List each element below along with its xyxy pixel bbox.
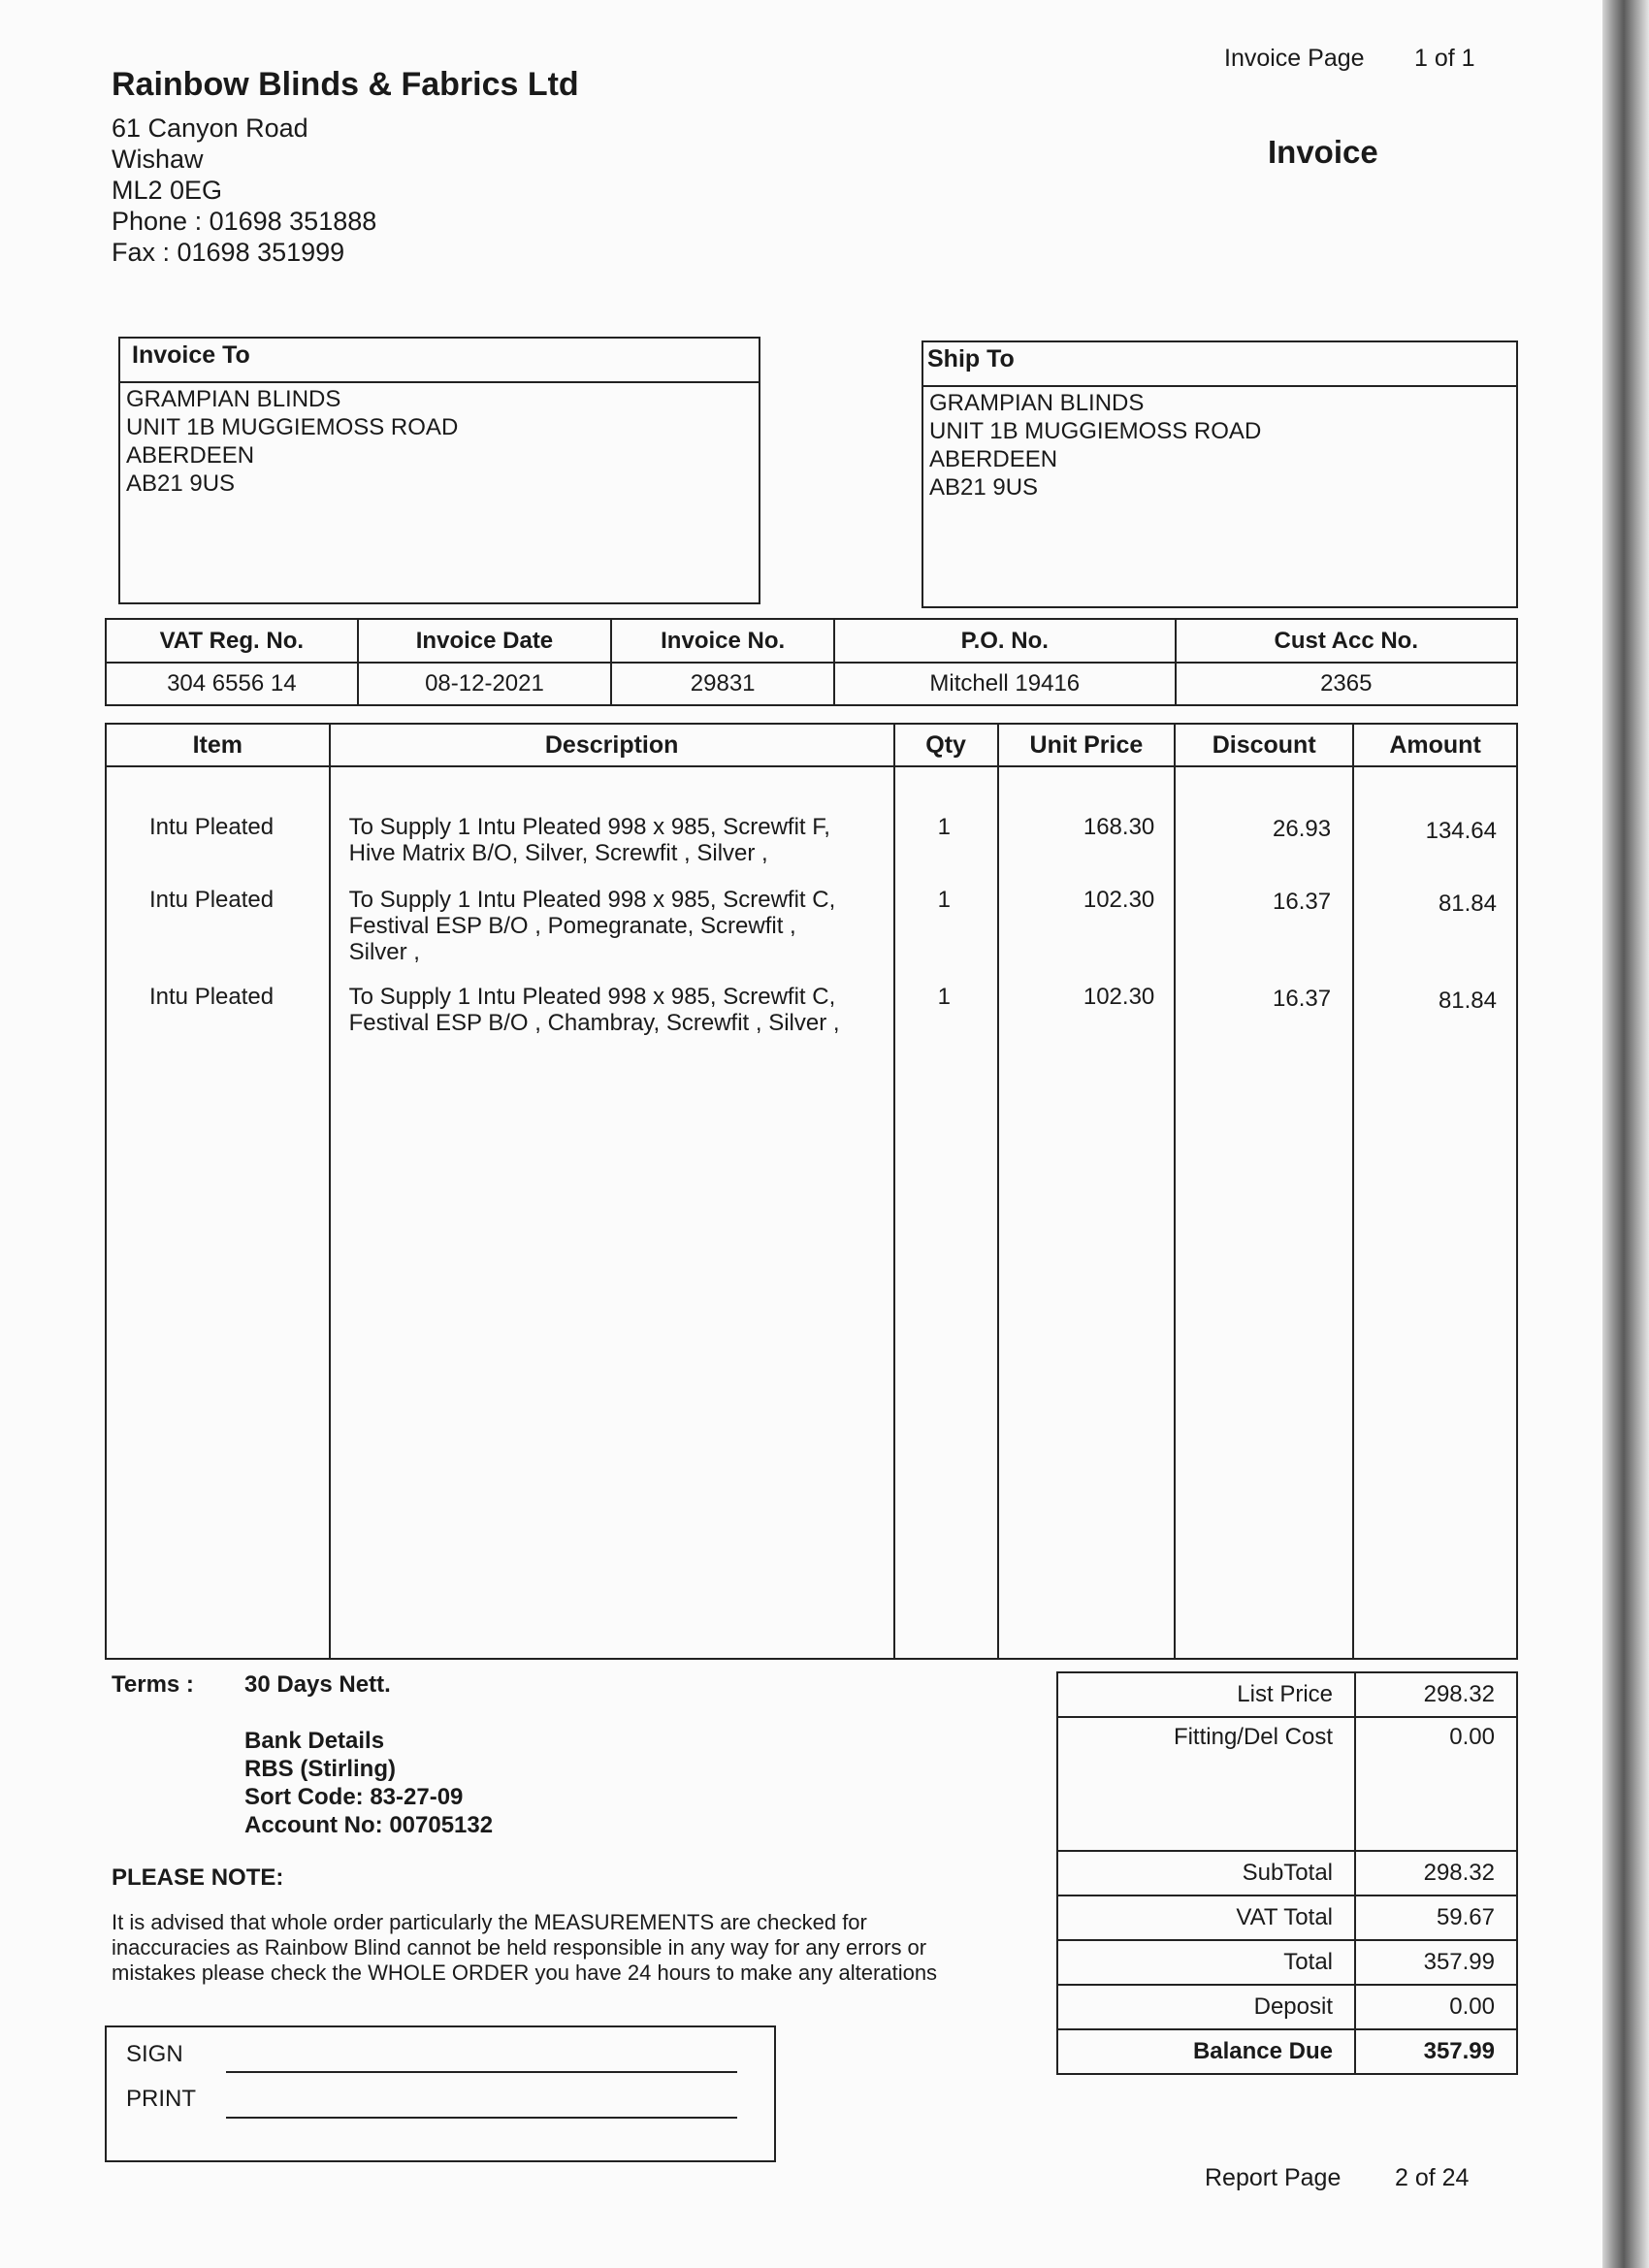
balance-due-value: 357.99 <box>1355 2029 1517 2074</box>
report-page-value: 2 of 24 <box>1395 2164 1470 2191</box>
item-discount: 26.93 <box>1273 816 1332 842</box>
po-no-header: P.O. No. <box>834 619 1176 663</box>
list-price-label: List Price <box>1057 1672 1355 1717</box>
ship-to-line: AB21 9US <box>929 474 1039 501</box>
invoice-info-table <box>105 618 1518 706</box>
bank-details-title: Bank Details <box>244 1728 385 1754</box>
ship-to-line: ABERDEEN <box>929 446 1058 472</box>
balance-due-label: Balance Due <box>1057 2029 1355 2074</box>
scan-edge-shadow <box>1602 0 1649 2268</box>
item-amount: 81.84 <box>1438 891 1497 917</box>
bank-account-no: Account No: 00705132 <box>244 1812 494 1838</box>
item-qty: 1 <box>937 814 952 840</box>
description-line: Silver , <box>348 939 420 965</box>
bank-sort-code: Sort Code: 83-27-09 <box>244 1784 464 1810</box>
deposit-label: Deposit <box>1057 1985 1355 2029</box>
invoice-to-line: AB21 9US <box>126 470 236 497</box>
deposit-value: 0.00 <box>1355 1985 1517 2029</box>
item-unit-price: 102.30 <box>1083 887 1155 913</box>
invoice-to-box <box>118 337 760 604</box>
item-name: Intu Pleated <box>149 984 275 1010</box>
item-qty: 1 <box>937 984 952 1010</box>
bank-details <box>244 1727 493 1839</box>
item-amount: 134.64 <box>1425 818 1497 844</box>
terms-value: 30 Days Nett. <box>244 1671 391 1698</box>
print-field[interactable] <box>226 2117 737 2119</box>
sign-label: SIGN <box>126 2041 183 2067</box>
company-fax: Fax : 01698 351999 <box>112 238 345 267</box>
description-line: To Supply 1 Intu Pleated 998 x 985, Screwfit F, <box>348 814 830 840</box>
qty-column <box>894 766 998 1659</box>
invoice-no-value: 29831 <box>611 663 834 705</box>
ship-to-line: GRAMPIAN BLINDS <box>929 390 1145 416</box>
description-col-header: Description <box>330 724 894 766</box>
cust-acc-value: 2365 <box>1176 663 1517 705</box>
description-line: To Supply 1 Intu Pleated 998 x 985, Screwfit C, <box>348 887 836 913</box>
ship-to-line: UNIT 1B MUGGIEMOSS ROAD <box>929 418 1262 444</box>
item-amount: 81.84 <box>1438 988 1497 1014</box>
item-unit-price: 168.30 <box>1083 814 1155 840</box>
items-table <box>105 723 1518 1660</box>
ship-to-title: Ship To <box>923 342 1516 387</box>
please-note-line: It is advised that whole order particularly the MEASUREMENTS are checked for <box>112 1910 867 1934</box>
item-discount: 16.37 <box>1273 889 1332 915</box>
item-column <box>106 766 330 1659</box>
description-column <box>330 766 894 1659</box>
totals-table <box>1056 1671 1518 2075</box>
item-description <box>349 814 892 866</box>
invoice-date-value: 08-12-2021 <box>358 663 612 705</box>
subtotal-value: 298.32 <box>1355 1851 1517 1895</box>
discount-column <box>1175 766 1353 1659</box>
sign-field[interactable] <box>226 2071 737 2073</box>
invoice-to-line: GRAMPIAN BLINDS <box>126 386 341 412</box>
po-no-value: Mitchell 19416 <box>834 663 1176 705</box>
please-note-title: PLEASE NOTE: <box>112 1864 284 1891</box>
terms-label: Terms : <box>112 1671 194 1698</box>
item-name: Intu Pleated <box>149 887 275 913</box>
item-name: Intu Pleated <box>149 814 275 840</box>
vat-reg-value: 304 6556 14 <box>106 663 358 705</box>
please-note-text <box>112 1910 937 1986</box>
discount-col-header: Discount <box>1175 724 1353 766</box>
invoice-date-header: Invoice Date <box>358 619 612 663</box>
company-name: Rainbow Blinds & Fabrics Ltd <box>112 66 579 103</box>
invoice-page-value: 1 of 1 <box>1414 45 1475 72</box>
please-note-line: inaccuracies as Rainbow Blind cannot be held responsible in any way for any errors or <box>112 1935 927 1960</box>
item-description <box>349 887 892 965</box>
vat-total-label: VAT Total <box>1057 1895 1355 1940</box>
bank-name: RBS (Stirling) <box>244 1756 396 1782</box>
invoice-no-header: Invoice No. <box>611 619 834 663</box>
fitting-del-cost-label: Fitting/Del Cost <box>1057 1717 1355 1851</box>
cust-acc-header: Cust Acc No. <box>1176 619 1517 663</box>
company-address-line: Wishaw <box>112 145 204 174</box>
sign-box <box>105 2025 776 2162</box>
invoice-to-title: Invoice To <box>120 339 759 383</box>
company-phone: Phone : 01698 351888 <box>112 207 377 236</box>
item-qty: 1 <box>937 887 952 913</box>
list-price-value: 298.32 <box>1355 1672 1517 1717</box>
please-note-line: mistakes please check the WHOLE ORDER you have 24 hours to make any alterations <box>112 1960 938 1985</box>
item-col-header: Item <box>106 724 330 766</box>
total-value: 357.99 <box>1355 1940 1517 1985</box>
print-label: PRINT <box>126 2086 196 2112</box>
fitting-del-cost-value: 0.00 <box>1355 1717 1517 1851</box>
amount-col-header: Amount <box>1353 724 1517 766</box>
description-line: Festival ESP B/O , Chambray, Screwfit , Silver , <box>348 1010 840 1036</box>
total-label: Total <box>1057 1940 1355 1985</box>
amount-column <box>1353 766 1517 1659</box>
invoice-to-line: ABERDEEN <box>126 442 255 469</box>
invoice-page-label: Invoice Page <box>1224 45 1365 72</box>
report-page-label: Report Page <box>1205 2164 1342 2191</box>
description-line: Hive Matrix B/O, Silver, Screwfit , Silver , <box>348 840 768 866</box>
ship-to-box <box>922 340 1518 608</box>
vat-total-value: 59.67 <box>1355 1895 1517 1940</box>
unit-price-col-header: Unit Price <box>998 724 1176 766</box>
company-address-line: 61 Canyon Road <box>112 113 308 143</box>
qty-col-header: Qty <box>894 724 998 766</box>
item-discount: 16.37 <box>1273 986 1332 1012</box>
company-address-line: ML2 0EG <box>112 176 223 205</box>
vat-reg-header: VAT Reg. No. <box>106 619 358 663</box>
item-unit-price: 102.30 <box>1083 984 1155 1010</box>
description-line: To Supply 1 Intu Pleated 998 x 985, Screwfit C, <box>348 984 836 1010</box>
document-title: Invoice <box>1268 134 1378 170</box>
item-description <box>349 984 892 1036</box>
invoice-to-line: UNIT 1B MUGGIEMOSS ROAD <box>126 414 459 440</box>
unit-price-column <box>998 766 1176 1659</box>
subtotal-label: SubTotal <box>1057 1851 1355 1895</box>
description-line: Festival ESP B/O , Pomegranate, Screwfit , <box>348 913 796 939</box>
